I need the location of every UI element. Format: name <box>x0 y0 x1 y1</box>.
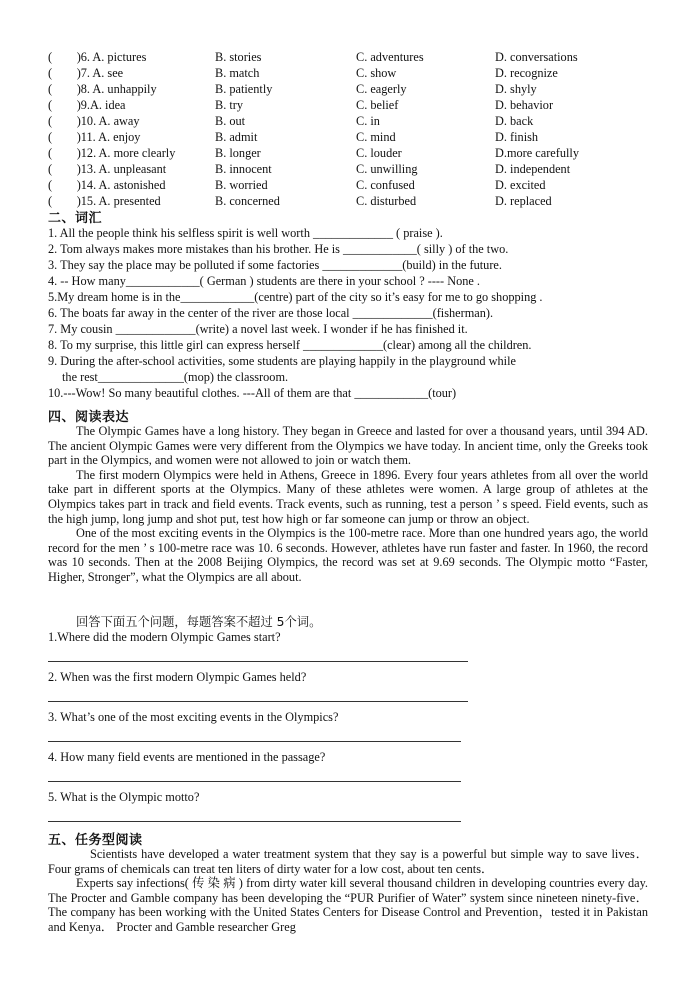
mc-option-b: B. out <box>215 114 246 128</box>
mc-option-c: C. disturbed <box>356 194 417 208</box>
mc-option-d: D. conversations <box>495 50 578 64</box>
mc-option-d: D. back <box>495 114 534 128</box>
vocab-item: 1. All the people think his selfless spirit is well worth _____________ ( praise ). <box>48 226 443 240</box>
answer-line-1[interactable] <box>48 661 468 662</box>
mc-question-option-a: ( )14. A. astonished <box>48 178 166 192</box>
mc-question-option-a: ( )7. A. see <box>48 66 124 80</box>
mc-question-row <box>48 81 658 97</box>
mc-option-c: C. adventures <box>356 50 424 64</box>
mc-option-b: B. try <box>215 98 244 112</box>
mc-option-d: D. recognize <box>495 66 558 80</box>
answer-line-2[interactable] <box>48 701 468 702</box>
mc-option-d: D. finish <box>495 130 539 144</box>
vocab-item: 10.---Wow! So many beautiful clothes. ---All of them are that ____________(tour) <box>48 386 457 400</box>
mc-question-row <box>48 49 658 65</box>
mc-option-b: B. match <box>215 66 260 80</box>
mc-question-row <box>48 129 658 145</box>
mc-question-row <box>48 161 658 177</box>
mc-question-row <box>48 193 658 209</box>
mc-option-c: C. louder <box>356 146 402 160</box>
mc-option-d: D. replaced <box>495 194 552 208</box>
mc-question-option-a: ( )8. A. unhappily <box>48 82 157 96</box>
passage-paragraph: The Olympic Games have a long history. They began in Greece and lasted for over a thousand years, until 394 AD. The ancient Olympic Games were very different from the Olympics we have today. In ancient time, only the Greeks took part in the Olympics, and women were not allowed to join or watch them. <box>48 424 648 468</box>
vocab-item: 2. Tom always makes more mistakes than his brother. He is ____________( silly ) of the two. <box>48 242 509 256</box>
vocab-item-continued: the rest______________(mop) the classroom. <box>62 370 289 384</box>
mc-option-b: B. innocent <box>215 162 272 176</box>
vocab-item: 7. My cousin _____________(write) a novel last week. I wonder if he has finished it. <box>48 322 468 336</box>
vocab-item: 9. During the after-school activities, some students are playing happily in the playground while <box>48 354 516 368</box>
mc-option-d: D. independent <box>495 162 571 176</box>
mc-question-option-a: ( )9.A. idea <box>48 98 126 112</box>
passage-paragraph: Scientists have developed a water treatment system that they say is a powerful but simple way to save lives．Four grams of chemicals can treat ten liters of dirty water for a low cost, about ten cents． <box>48 847 648 876</box>
mc-question-row <box>48 113 658 129</box>
mc-option-b: B. longer <box>215 146 261 160</box>
mc-option-b: B. stories <box>215 50 262 64</box>
mc-question-row <box>48 177 658 193</box>
mc-option-c: C. show <box>356 66 397 80</box>
mc-question-option-a: ( )6. A. pictures <box>48 50 147 64</box>
mc-option-d: D.more carefully <box>495 146 579 160</box>
mc-question-option-a: ( )12. A. more clearly <box>48 146 176 160</box>
answer-line-4[interactable] <box>48 781 461 782</box>
section-4-heading: 四、阅读表达 <box>48 410 130 425</box>
mc-option-b: B. worried <box>215 178 268 192</box>
multiple-choice-list <box>48 49 658 209</box>
question-1: 1.Where did the modern Olympic Games start? <box>48 630 281 644</box>
task-reading-passage <box>48 847 648 935</box>
mc-option-d: D. shyly <box>495 82 537 96</box>
mc-option-b: B. patiently <box>215 82 273 96</box>
mc-question-row <box>48 65 658 81</box>
mc-option-b: B. concerned <box>215 194 280 208</box>
mc-option-d: D. excited <box>495 178 546 192</box>
mc-option-c: C. belief <box>356 98 399 112</box>
vocab-item: 3. They say the place may be polluted if some factories _____________(build) in the future. <box>48 258 502 272</box>
mc-option-c: C. confused <box>356 178 415 192</box>
mc-option-c: C. mind <box>356 130 396 144</box>
mc-option-c: C. unwilling <box>356 162 418 176</box>
mc-option-c: C. eagerly <box>356 82 407 96</box>
question-2: 2. When was the first modern Olympic Games held? <box>48 670 307 684</box>
mc-question-option-a: ( )13. A. unpleasant <box>48 162 167 176</box>
question-instruction: 回答下面五个问题，每题答案不超过 5个词。 <box>76 615 322 629</box>
answer-line-5[interactable] <box>48 821 461 822</box>
mc-question-option-a: ( )15. A. presented <box>48 194 161 208</box>
vocab-item: 6. The boats far away in the center of the river are those local _____________(fisherman). <box>48 306 494 320</box>
question-3: 3. What’s one of the most exciting events in the Olympics? <box>48 710 339 724</box>
question-5: 5. What is the Olympic motto? <box>48 790 200 804</box>
vocab-item: 8. To my surprise, this little girl can express herself _____________(clear) among all the children. <box>48 338 532 352</box>
mc-option-b: B. admit <box>215 130 258 144</box>
mc-question-row <box>48 97 658 113</box>
mc-option-c: C. in <box>356 114 380 128</box>
mc-question-option-a: ( )11. A. enjoy <box>48 130 141 144</box>
passage-paragraph: Experts say infections( 传 染 病 ) from dirty water kill several thousand children in developing countries every day. The Procter and Gamble company has been developing the “PUR Purifier of Water” system since nineteen ninety-five． The company has been working with the United States Centers for Disease Control and Prevention，tested it in Pakistan and Kenya． Procter and Gamble researcher Greg <box>48 876 648 934</box>
vocab-item: 5.My dream home is in the____________(centre) part of the city so it’s easy for me to go shopping . <box>48 290 543 304</box>
mc-question-option-a: ( )10. A. away <box>48 114 140 128</box>
mc-question-row <box>48 145 658 161</box>
passage-paragraph: The first modern Olympics were held in Athens, Greece in 1896. Every four years athletes from all over the world take part in different sports at the Olympics. Many of these athletes were women. A large group of athletes at the Olympics takes part in track and field events. Track events, such as running, test a person ’ s speed. Field events, such as the high jump, long jump and shot put, test how high or far someone can jump or throw an object. <box>48 467 648 526</box>
reading-passage <box>48 424 648 585</box>
section-5-heading: 五、任务型阅读 <box>48 833 143 848</box>
question-4: 4. How many field events are mentioned in the passage? <box>48 750 326 764</box>
section-2-heading: 二、词汇 <box>48 211 103 226</box>
vocab-item: 4. -- How many____________( German ) students are there in your school ? ---- None . <box>48 274 480 288</box>
passage-paragraph: One of the most exciting events in the Olympics is the 100-metre race. More than one hundred years ago, the world record for the men ’ s 100-metre race was 10. 6 seconds. However, athletes have run faster and faster. In 1960, the record was 10 seconds. Then at the 2008 Beijing Olympics, the record was set at 9.69 seconds. The Olympic motto “Faster, Higher, Stronger”, what the Olympics are all about. <box>48 526 648 584</box>
mc-option-d: D. behavior <box>495 98 554 112</box>
vocabulary-list <box>48 225 658 401</box>
answer-line-3[interactable] <box>48 741 461 742</box>
